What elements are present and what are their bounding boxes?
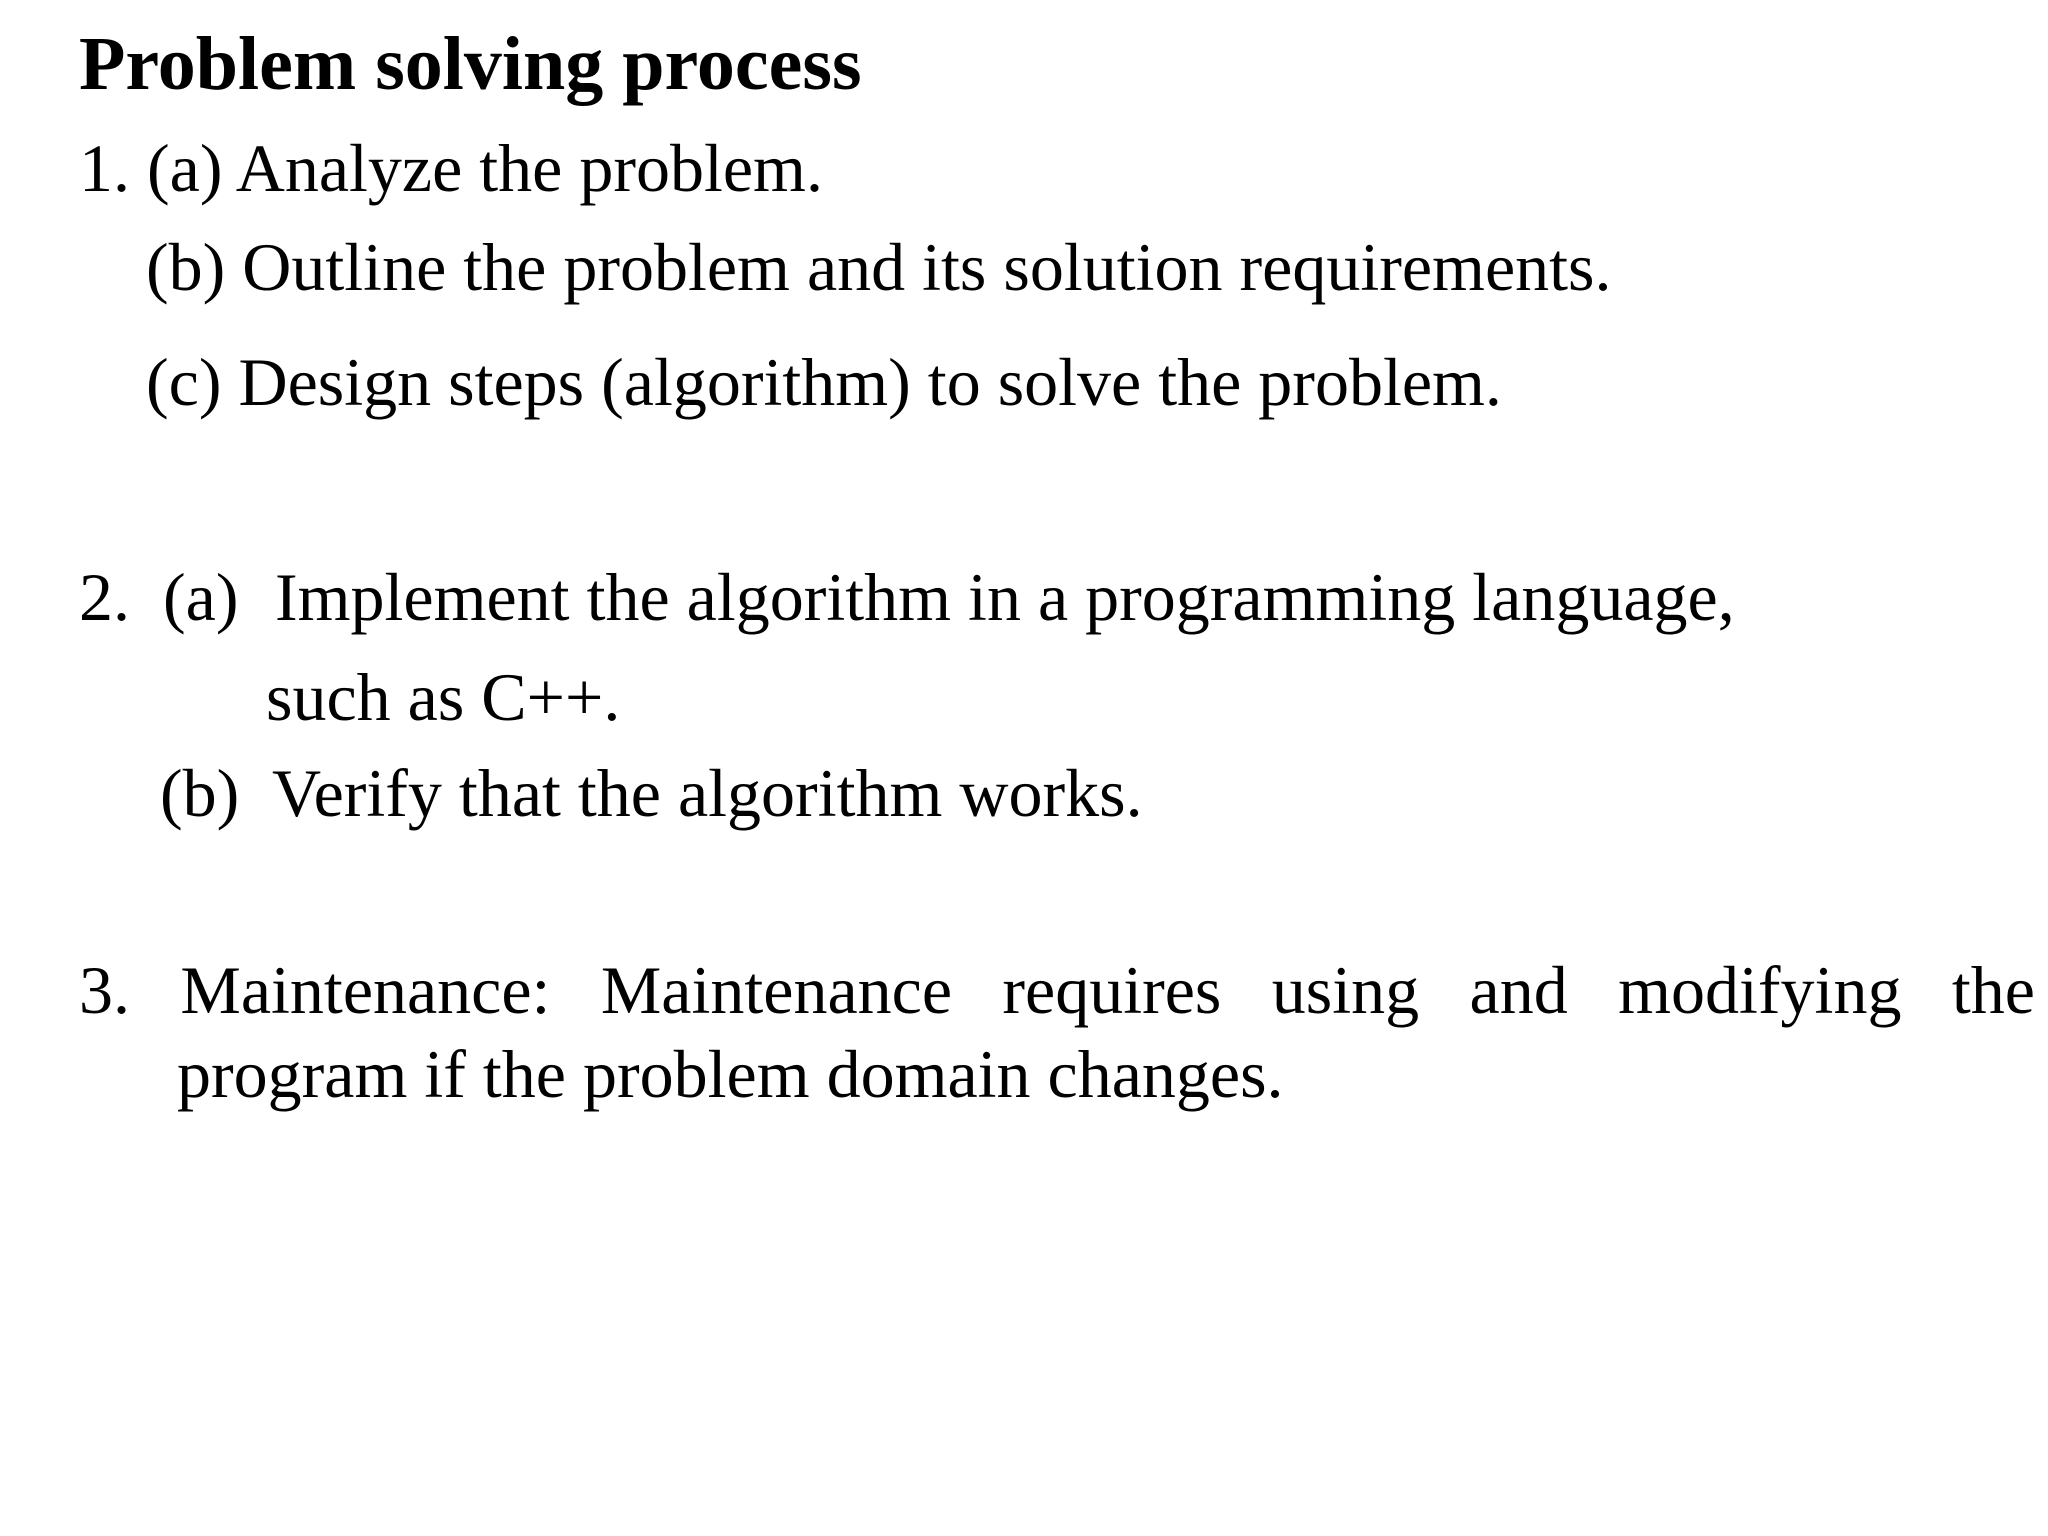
step-2a-label: (a) (163, 559, 239, 635)
step-2a (79, 559, 1735, 635)
step-3-line-2: program if the problem domain changes. (177, 1036, 1284, 1112)
step-3-word: modifying (1618, 952, 1902, 1028)
step-2a-continuation: such as C++. (266, 659, 621, 735)
step-2a-text: Implement the algorithm in a programming language, (275, 559, 1735, 635)
step-3-word: the (1951, 952, 2035, 1028)
step-2b-text: Verify that the algorithm works. (272, 755, 1143, 831)
step-3-word: requires (1002, 952, 1222, 1028)
step-1b: (b) Outline the problem and its solution requirements. (146, 229, 1612, 305)
step-3-line-1 (79, 952, 2035, 1028)
step-3-word: Maintenance (600, 952, 952, 1028)
step-1a: 1. (a) Analyze the problem. (79, 130, 823, 206)
step-3-word: 3. (79, 952, 130, 1028)
step-2b-label: (b) (160, 755, 240, 831)
step-3-word: Maintenance: (180, 952, 551, 1028)
step-2-number: 2. (79, 559, 130, 635)
step-2b (160, 755, 1143, 831)
step-3-word: and (1469, 952, 1568, 1028)
step-1c: (c) Design steps (algorithm) to solve the problem. (146, 344, 1502, 420)
slide-title: Problem solving process (79, 22, 862, 106)
step-3-word: using (1271, 952, 1420, 1028)
